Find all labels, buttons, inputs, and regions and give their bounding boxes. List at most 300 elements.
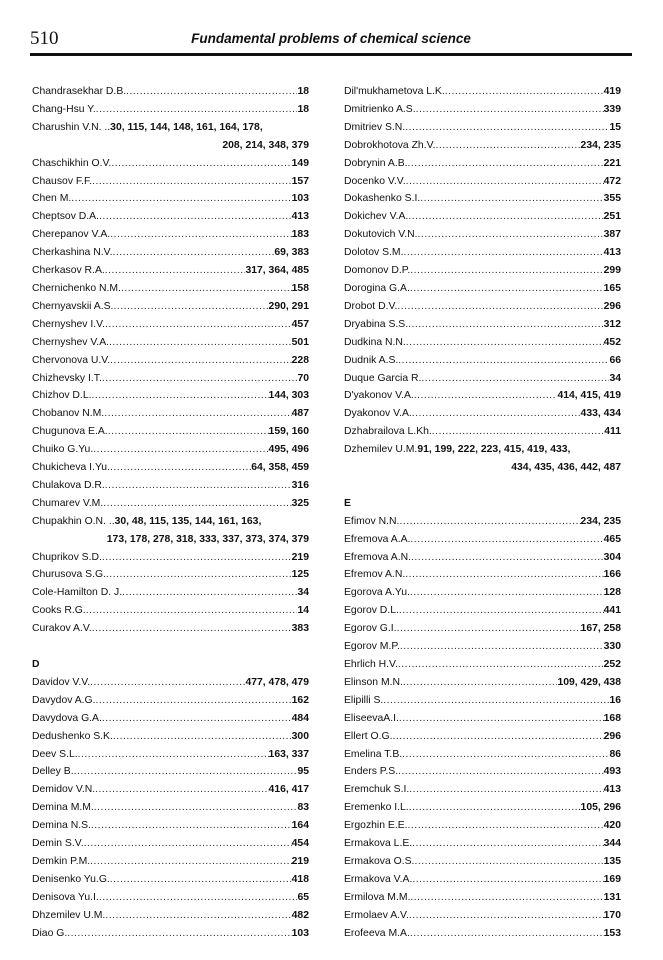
entry-pages: 131 <box>603 891 621 903</box>
entry-pages: 221 <box>603 157 621 169</box>
entry-pages: 300 <box>291 730 309 742</box>
entry-name: Chaschikhin O.V. <box>32 157 112 169</box>
index-entry <box>32 370 309 388</box>
entry-pages: 414, 415, 419 <box>557 390 621 402</box>
entry-name: Demin S.V. <box>32 838 84 850</box>
index-entry <box>32 459 309 477</box>
entry-pages: 419 <box>603 86 621 97</box>
entry-name: Ergozhin E.E. <box>344 820 408 832</box>
index-entry <box>344 280 621 298</box>
entry-pages: 14 <box>297 605 309 617</box>
entry-pages: 317, 364, 485 <box>245 265 309 277</box>
index-entry <box>32 477 309 495</box>
entry-pages: 157 <box>291 175 309 187</box>
index-entry <box>344 387 621 405</box>
index-entry <box>32 262 309 280</box>
entry-name: Dhzemilev U.M. <box>32 909 106 921</box>
entry-name: Elinson M.N. <box>344 676 403 688</box>
entry-pages: 416, 417 <box>268 784 309 796</box>
entry-pages: 168 <box>603 712 621 724</box>
entry-pages: 163, 337 <box>268 748 309 760</box>
dot-leader <box>113 298 268 316</box>
page-number: 510 <box>30 28 59 49</box>
entry-name: Chobanov N.M. <box>32 408 105 420</box>
dot-leader <box>94 799 298 817</box>
entry-name: Deev S.L. <box>32 748 78 760</box>
entry-name: Dmitrienko A.S. <box>344 103 416 115</box>
entry-pages: 452 <box>603 336 621 348</box>
section-letter: D <box>32 658 40 670</box>
index-entry <box>344 334 621 352</box>
dot-leader <box>91 387 268 405</box>
entry-name: Dudnik A.S. <box>344 354 399 366</box>
entry-name: Chervonova U.V. <box>32 354 111 366</box>
entry-name: Chukicheva I.Yu. <box>32 462 110 474</box>
dot-leader <box>96 692 292 710</box>
entry-pages: 495, 496 <box>268 444 309 456</box>
entry-pages: 164 <box>291 820 309 832</box>
entry-pages: 169 <box>603 873 621 885</box>
entry-pages: 413 <box>603 247 621 259</box>
entry-pages: 34 <box>609 372 621 384</box>
entry-pages: 339 <box>603 103 621 115</box>
entry-name: Dokashenko S.I. <box>344 193 421 205</box>
index-entry <box>344 423 621 441</box>
index-entry <box>344 173 621 191</box>
index-entry <box>32 584 309 602</box>
index-entry <box>32 441 309 459</box>
entry-name: Efremova A.A. <box>344 533 411 545</box>
index-entry <box>32 907 309 925</box>
entry-pages-continued: 434, 435, 436, 442, 487 <box>511 462 621 474</box>
entry-pages: 418 <box>291 873 309 885</box>
entry-pages: 91, 199, 222, 223, 415, 419, 433, <box>417 444 571 456</box>
dot-leader <box>397 298 603 316</box>
entry-name: Duque Garcia R. <box>344 372 422 384</box>
entry-pages: 355 <box>603 193 621 205</box>
entry-name: Diao G. <box>32 927 68 939</box>
dot-leader <box>408 817 604 835</box>
entry-pages: 109, 429, 438 <box>557 676 621 688</box>
entry-pages: 330 <box>603 641 621 653</box>
index-entry <box>344 781 621 799</box>
section-letter: E <box>344 497 351 509</box>
index-entry <box>344 692 621 710</box>
entry-pages: 18 <box>297 86 309 97</box>
index-entry <box>32 889 309 907</box>
index-entry <box>32 513 309 549</box>
index-entry <box>32 799 309 817</box>
dot-leader <box>406 173 604 191</box>
dot-leader <box>405 119 609 137</box>
index-entry <box>344 746 621 764</box>
entry-pages: 344 <box>603 838 621 850</box>
dot-leader <box>121 280 292 298</box>
index-entry <box>344 728 621 746</box>
entry-name: Chuiko G.Yu. <box>32 444 94 456</box>
entry-name: Egorov G.I. <box>344 623 397 635</box>
entry-pages: 251 <box>603 211 621 223</box>
entry-pages: 30, 115, 144, 148, 161, 164, 178, <box>110 121 263 133</box>
index-entry <box>344 405 621 423</box>
entry-pages: 125 <box>291 569 309 581</box>
dot-leader <box>383 692 609 710</box>
entry-name: Erofeeva M.A. <box>344 927 410 939</box>
dot-leader <box>411 549 604 567</box>
index-entry <box>344 817 621 835</box>
entry-name: Chang-Hsu Y. <box>32 103 96 115</box>
entry-pages: 165 <box>603 282 621 294</box>
index-entry <box>32 119 309 155</box>
entry-name: Chulakova D.R. <box>32 479 105 491</box>
dot-leader <box>92 173 292 191</box>
dot-leader <box>421 370 609 388</box>
entry-pages: 252 <box>603 658 621 670</box>
dot-leader <box>113 728 292 746</box>
entry-name: Charushin V.N. .. <box>32 121 111 133</box>
dot-leader <box>86 602 298 620</box>
entry-name: Chernyshev I.V. <box>32 318 105 330</box>
entry-pages: 34 <box>297 587 309 599</box>
entry-name: Churusova S.G. <box>32 569 106 581</box>
dot-leader <box>71 190 291 208</box>
index-entry <box>344 871 621 889</box>
entry-pages: 296 <box>603 300 621 312</box>
dot-leader <box>397 620 581 638</box>
index-entry <box>344 190 621 208</box>
entry-name: Chizhov D.L. <box>32 390 92 402</box>
dot-leader <box>102 710 292 728</box>
entry-name: Cooks R.G. <box>32 605 86 617</box>
dot-leader <box>90 674 245 692</box>
entry-pages: 86 <box>609 748 621 760</box>
dot-leader <box>409 781 603 799</box>
index-entry <box>32 925 309 943</box>
entry-pages: 167, 258 <box>580 623 621 635</box>
entry-pages: 219 <box>291 855 309 867</box>
index-entry <box>344 620 621 638</box>
entry-pages: 411 <box>604 426 621 438</box>
dot-leader <box>84 835 292 853</box>
entry-pages: 166 <box>603 569 621 581</box>
index-entry <box>344 208 621 226</box>
entry-name: Demina M.M. <box>32 802 94 814</box>
index-column-left <box>32 83 309 942</box>
dot-leader <box>78 746 269 764</box>
index-entry <box>32 817 309 835</box>
index-entry <box>344 137 621 155</box>
entry-name: Chernichenko N.M. <box>32 282 121 294</box>
entry-pages: 234, 235 <box>580 515 621 527</box>
entry-name: EliseevaA.I. <box>344 712 399 724</box>
dot-leader <box>110 459 251 477</box>
dot-leader <box>110 352 291 370</box>
entry-pages: 316 <box>291 479 309 491</box>
dot-leader <box>399 602 604 620</box>
dot-leader <box>92 620 292 638</box>
entry-pages: 30, 48, 115, 135, 144, 161, 163, <box>114 515 262 527</box>
index-entry <box>32 871 309 889</box>
entry-pages: 70 <box>297 372 309 384</box>
running-title: Fundamental problems of chemical science <box>191 31 471 46</box>
entry-pages: 299 <box>603 265 621 277</box>
entry-pages: 383 <box>291 623 309 635</box>
entry-pages: 501 <box>291 336 309 348</box>
entry-pages: 290, 291 <box>268 300 309 312</box>
entry-pages: 413 <box>603 784 621 796</box>
dot-leader <box>96 101 298 119</box>
entry-pages: 69, 383 <box>274 247 309 259</box>
entry-name: Dorogina G.A. <box>344 282 410 294</box>
entry-name: Efimov N.N. <box>344 515 400 527</box>
entry-name: Egorov D.L. <box>344 605 399 617</box>
dot-leader <box>410 531 603 549</box>
dot-leader <box>402 746 609 764</box>
index-entry <box>32 208 309 226</box>
dot-leader <box>90 853 292 871</box>
entry-pages-continued: 208, 214, 348, 379 <box>222 139 309 151</box>
dot-leader <box>412 835 604 853</box>
entry-name: Enders P.S. <box>344 766 399 778</box>
entry-name: Demidov V.N. <box>32 784 96 796</box>
entry-pages: 144, 303 <box>268 390 309 402</box>
entry-name: Cherkasov R.A. <box>32 265 105 277</box>
dot-leader <box>410 925 604 943</box>
header-rule <box>30 53 632 56</box>
dot-leader <box>405 566 603 584</box>
dot-leader <box>399 513 580 531</box>
entry-pages: 83 <box>297 802 309 814</box>
dot-leader <box>408 316 604 334</box>
section-spacer <box>344 477 621 495</box>
index-entry <box>344 119 621 137</box>
entry-name: Dolotov S.M. <box>344 247 404 259</box>
index-entry <box>32 387 309 405</box>
index-entry <box>32 190 309 208</box>
index-entry <box>32 405 309 423</box>
dot-leader <box>105 477 292 495</box>
entry-name: Ermolaev A.V. <box>344 909 409 921</box>
index-entry <box>32 423 309 441</box>
dot-leader <box>67 925 291 943</box>
dot-leader <box>445 83 604 101</box>
entry-pages: 477, 478, 479 <box>245 676 309 688</box>
dot-leader <box>110 871 292 889</box>
entry-name: Ellert O.G. <box>344 730 393 742</box>
entry-name: Ermakova O.S. <box>344 855 415 867</box>
entry-name: Dobrokhotova Zh.V. <box>344 139 436 151</box>
dot-leader <box>74 763 298 781</box>
dot-leader <box>403 244 603 262</box>
dot-leader <box>102 370 298 388</box>
index-entry <box>32 566 309 584</box>
dot-leader <box>412 405 581 423</box>
entry-name: Cherepanov V.A. <box>32 229 111 241</box>
entry-pages: 128 <box>603 587 621 599</box>
entry-pages: 183 <box>291 229 309 241</box>
dot-leader <box>111 155 291 173</box>
dot-leader <box>109 334 292 352</box>
index-entry <box>32 763 309 781</box>
entry-pages: 454 <box>291 838 309 850</box>
entry-pages: 103 <box>291 927 309 939</box>
dot-leader <box>410 262 603 280</box>
index-entry <box>32 226 309 244</box>
entry-pages: 484 <box>291 712 309 724</box>
index-entry <box>344 853 621 871</box>
dot-leader <box>99 208 292 226</box>
entry-name: Dzhabrailova L.Kh. <box>344 426 432 438</box>
index-entry <box>32 781 309 799</box>
dot-leader <box>414 387 558 405</box>
index-entry <box>344 925 621 943</box>
index-entry <box>344 441 621 477</box>
index-entry <box>344 298 621 316</box>
dot-leader <box>398 656 604 674</box>
dot-leader <box>409 799 581 817</box>
index-entry <box>32 620 309 638</box>
entry-name: Dokichev V.A. <box>344 211 409 223</box>
dot-leader <box>398 763 604 781</box>
entry-pages: 170 <box>603 909 621 921</box>
entry-name: Efremova A.N. <box>344 551 411 563</box>
entry-pages: 228 <box>291 354 309 366</box>
dot-leader <box>126 83 297 101</box>
index-entry <box>344 889 621 907</box>
entry-pages: 387 <box>603 229 621 241</box>
index-entry <box>32 298 309 316</box>
entry-pages: 482 <box>291 909 309 921</box>
index-entry <box>344 674 621 692</box>
entry-name: Dudkina N.N. <box>344 336 406 348</box>
index-entry <box>344 584 621 602</box>
dot-leader <box>408 208 603 226</box>
entry-pages: 135 <box>603 855 621 867</box>
dot-leader <box>435 137 580 155</box>
entry-pages: 304 <box>603 551 621 563</box>
index-entry <box>32 83 309 101</box>
entry-pages: 65 <box>297 891 309 903</box>
entry-name: Dedushenko S.K. <box>32 730 113 742</box>
index-entry <box>32 352 309 370</box>
index-entry <box>32 853 309 871</box>
index-entry <box>32 280 309 298</box>
entry-pages: 433, 434 <box>580 408 621 420</box>
index-entry <box>32 101 309 119</box>
entry-pages: 162 <box>291 694 309 706</box>
index-entry <box>344 907 621 925</box>
entry-name: Drobot D.V. <box>344 300 398 312</box>
entry-pages-continued: 173, 178, 278, 318, 333, 337, 373, 374, 379 <box>106 533 309 545</box>
dot-leader <box>91 817 292 835</box>
index-entry <box>344 763 621 781</box>
entry-pages: 312 <box>603 318 621 330</box>
index-entry <box>32 316 309 334</box>
index-entry <box>32 692 309 710</box>
index-column-right <box>344 83 621 942</box>
entry-name: Emelina T.B. <box>344 748 403 760</box>
entry-name: Chugunova E.A. <box>32 426 108 438</box>
entry-name: Denisenko Yu.G. <box>32 873 110 885</box>
entry-name: Ermilova M.M. <box>344 891 411 903</box>
index-entry <box>344 352 621 370</box>
dot-leader <box>103 495 291 513</box>
entry-name: Demkin P.M. <box>32 855 91 867</box>
running-header <box>30 29 632 51</box>
index-entry <box>32 173 309 191</box>
dot-leader <box>122 584 297 602</box>
entry-name: Cherkashina N.V. <box>32 247 113 259</box>
dot-leader <box>408 155 604 173</box>
index-entry <box>32 728 309 746</box>
index-entry <box>32 334 309 352</box>
entry-name: Davydova G.A. <box>32 712 102 724</box>
dot-leader <box>108 423 269 441</box>
entry-pages: 457 <box>291 318 309 330</box>
index-entry <box>344 513 621 531</box>
entry-name: Curakov A.V. <box>32 623 92 635</box>
index-entry <box>32 155 309 173</box>
index-entry <box>344 83 621 101</box>
index-entry <box>344 226 621 244</box>
entry-name: Chernyavskii A.S. <box>32 300 114 312</box>
entry-name: Dmitriev S.N. <box>344 121 406 133</box>
entry-name: Davidov V.V. <box>32 676 91 688</box>
dot-leader <box>95 781 268 799</box>
dot-leader <box>104 405 291 423</box>
entry-name: Chizhevsky I.T. <box>32 372 102 384</box>
entry-name: Eremenko I.L. <box>344 802 409 814</box>
index-entry <box>344 602 621 620</box>
entry-pages: 325 <box>291 497 309 509</box>
entry-pages: 64, 358, 459 <box>251 462 309 474</box>
index-entry <box>344 101 621 119</box>
entry-name: Chandrasekhar D.B. <box>32 86 127 97</box>
dot-leader <box>102 549 292 567</box>
entry-name: Egorov M.P. <box>344 641 400 653</box>
entry-name: Dokutovich V.N. <box>344 229 418 241</box>
entry-pages: 15 <box>609 121 621 133</box>
entry-name: Chumarev V.M. <box>32 497 104 509</box>
entry-name: Chupakhin O.N. .. <box>32 515 115 527</box>
dot-leader <box>414 853 603 871</box>
entry-name: Domonov D.P. <box>344 265 411 277</box>
entry-name: Dobrynin A.B. <box>344 157 408 169</box>
dot-leader <box>99 889 298 907</box>
entry-pages: 234, 235 <box>580 139 621 151</box>
index-entry <box>344 638 621 656</box>
entry-name: Ermakova L.E. <box>344 838 413 850</box>
dot-leader <box>112 244 274 262</box>
entry-name: Ermakova V.A. <box>344 873 413 885</box>
index-entry <box>32 244 309 262</box>
index-entry <box>344 262 621 280</box>
dot-leader <box>93 441 268 459</box>
entry-name: Efremov A.N. <box>344 569 406 581</box>
entry-name: Chuprikov S.D. <box>32 551 102 563</box>
dot-leader <box>418 226 604 244</box>
index-entry <box>344 799 621 817</box>
index-entry <box>344 370 621 388</box>
dot-leader <box>110 226 291 244</box>
entry-name: D'yakonov V.A. <box>344 390 414 402</box>
entry-pages: 153 <box>603 927 621 939</box>
entry-name: Dil'mukhametova L.K. <box>344 86 445 97</box>
index-entry <box>344 155 621 173</box>
entry-pages: 158 <box>291 282 309 294</box>
dot-leader <box>410 889 603 907</box>
dot-leader <box>409 907 604 925</box>
